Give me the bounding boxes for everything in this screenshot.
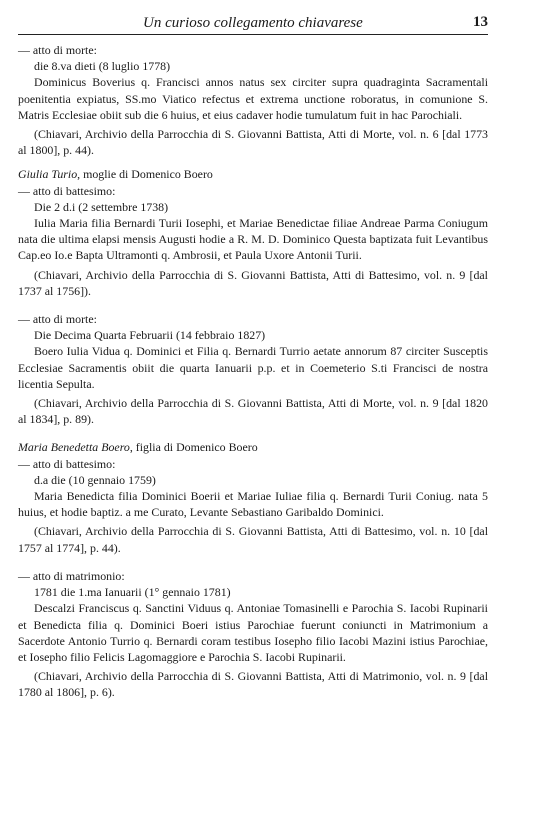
spacer [18, 556, 488, 568]
death-record-date: Die Decima Quarta Februarii (14 febbraio 1827) [34, 328, 266, 343]
death-record-citation: (Chiavari, Archivio della Parrocchia di S. Giovanni Battista, Atti di Morte, vol. n. 9 [dal 1820 al 1834], p. 89). [18, 396, 488, 427]
baptism-record-citation: (Chiavari, Archivio della Parrocchia di S. Giovanni Battista, Atti di Battesimo, vol. n. 10 [dal 1757 al 1774], p. 44). [18, 524, 488, 555]
death-record-date: die 8.va dieti (8 luglio 1778) [34, 59, 171, 74]
running-header [18, 10, 488, 35]
person-name: Maria Benedetta Boero [18, 440, 130, 455]
death-record-heading: — atto di morte: [18, 312, 97, 327]
baptism-record-heading: — atto di battesimo: [18, 183, 116, 198]
person-description: , moglie di Domenico Boero [77, 167, 213, 182]
person-heading-giulia [18, 166, 488, 182]
running-title: Un curioso collegamento chiavarese [143, 15, 363, 31]
marriage-record-citation: (Chiavari, Archivio della Parrocchia di S. Giovanni Battista, Atti di Matrimonio, vol. n. 9 [dal 1780 al 1806], p. 6). [18, 669, 488, 700]
baptism-record-text: Maria Benedicta filia Dominici Boerii et Mariae Iuliae filia q. Bernardi Turii Coniug. nata 5 huius, et hodie baptiz. a me Curato, Levante Sebastiano Garibaldo Dominici. [18, 489, 488, 520]
death-record-heading: — atto di morte: [18, 43, 97, 57]
page-content [18, 35, 488, 701]
page-number: 13 [473, 14, 488, 30]
baptism-record-text: Iulia Maria filia Bernardi Turii Iosephi, et Mariae Benedictae filiae Andreae Parma Coniugum nata die ultima elapsi mensis Augusti hodie a R. M. D. Dominico Questa baptizata fuit Levantibus Cap.eo Io.e Bapta Ultramonti q. Ambrosii, et Paula Uxore Antonii Turii. [18, 216, 488, 263]
death-record-text: Dominicus Boverius q. Francisci annos natus sex circiter supra quadraginta Sacramentali poenitentia expiatus, SS.mo Viatico refectus et extrema unctione roboratus, in comunione S. Matris Ecclesiae obiit sub die 6 huius, et eius cadaver hodie tumulatum fuit in hac Parochiali. [18, 75, 488, 122]
person-name: Giulia Turio [18, 167, 78, 182]
death-record-citation: (Chiavari, Archivio della Parrocchia di S. Giovanni Battista, Atti di Morte, vol. n. 6 [dal 1773 al 1800], p. 44). [18, 127, 488, 158]
marriage-record-date: 1781 die 1.ma Ianuarii (1° gennaio 1781) [34, 585, 231, 600]
baptism-record-citation: (Chiavari, Archivio della Parrocchia di S. Giovanni Battista, Atti di Battesimo, vol. n. 9 [dal 1737 al 1756]). [18, 267, 488, 298]
document-page [18, 10, 488, 701]
baptism-record-date: d.a die (10 gennaio 1759) [34, 472, 156, 487]
person-description: , figlia di Domenico Boero [129, 440, 258, 455]
marriage-record-heading: — atto di matrimonio: [18, 568, 125, 583]
spacer [18, 299, 488, 311]
death-record-text: Boero Iulia Vidua q. Dominici et Filia q. Bernardi Turrio aetate annorum 87 circiter Susceptis Ecclesiae Sacramentis obiit die quarta Ianuarii p.p. et in Coemeterio S.ti Francisci de nostra licentia Sepulta. [18, 344, 488, 391]
baptism-record-heading: — atto di battesimo: [18, 456, 116, 471]
person-heading-maria [18, 439, 488, 455]
baptism-record-date: Die 2 d.i (2 settembre 1738) [34, 199, 169, 214]
marriage-record-text: Descalzi Franciscus q. Sanctini Viduus q. Antoniae Tomasinelli e Parochia S. Iacobi Rupinarii et Benedicta filia q. Dominici Boeri istius Parochiae fuerunt coniuncti in Matrimonium a Sacerdote Antonio Turrio q. Bernardi coram testibus Iosepho filio Iacobi Mazini istius Parochiae, et Iosepho filio Felicis Lagomaggiore e Parochia S. Iacobi Rupinarii. [18, 601, 488, 664]
